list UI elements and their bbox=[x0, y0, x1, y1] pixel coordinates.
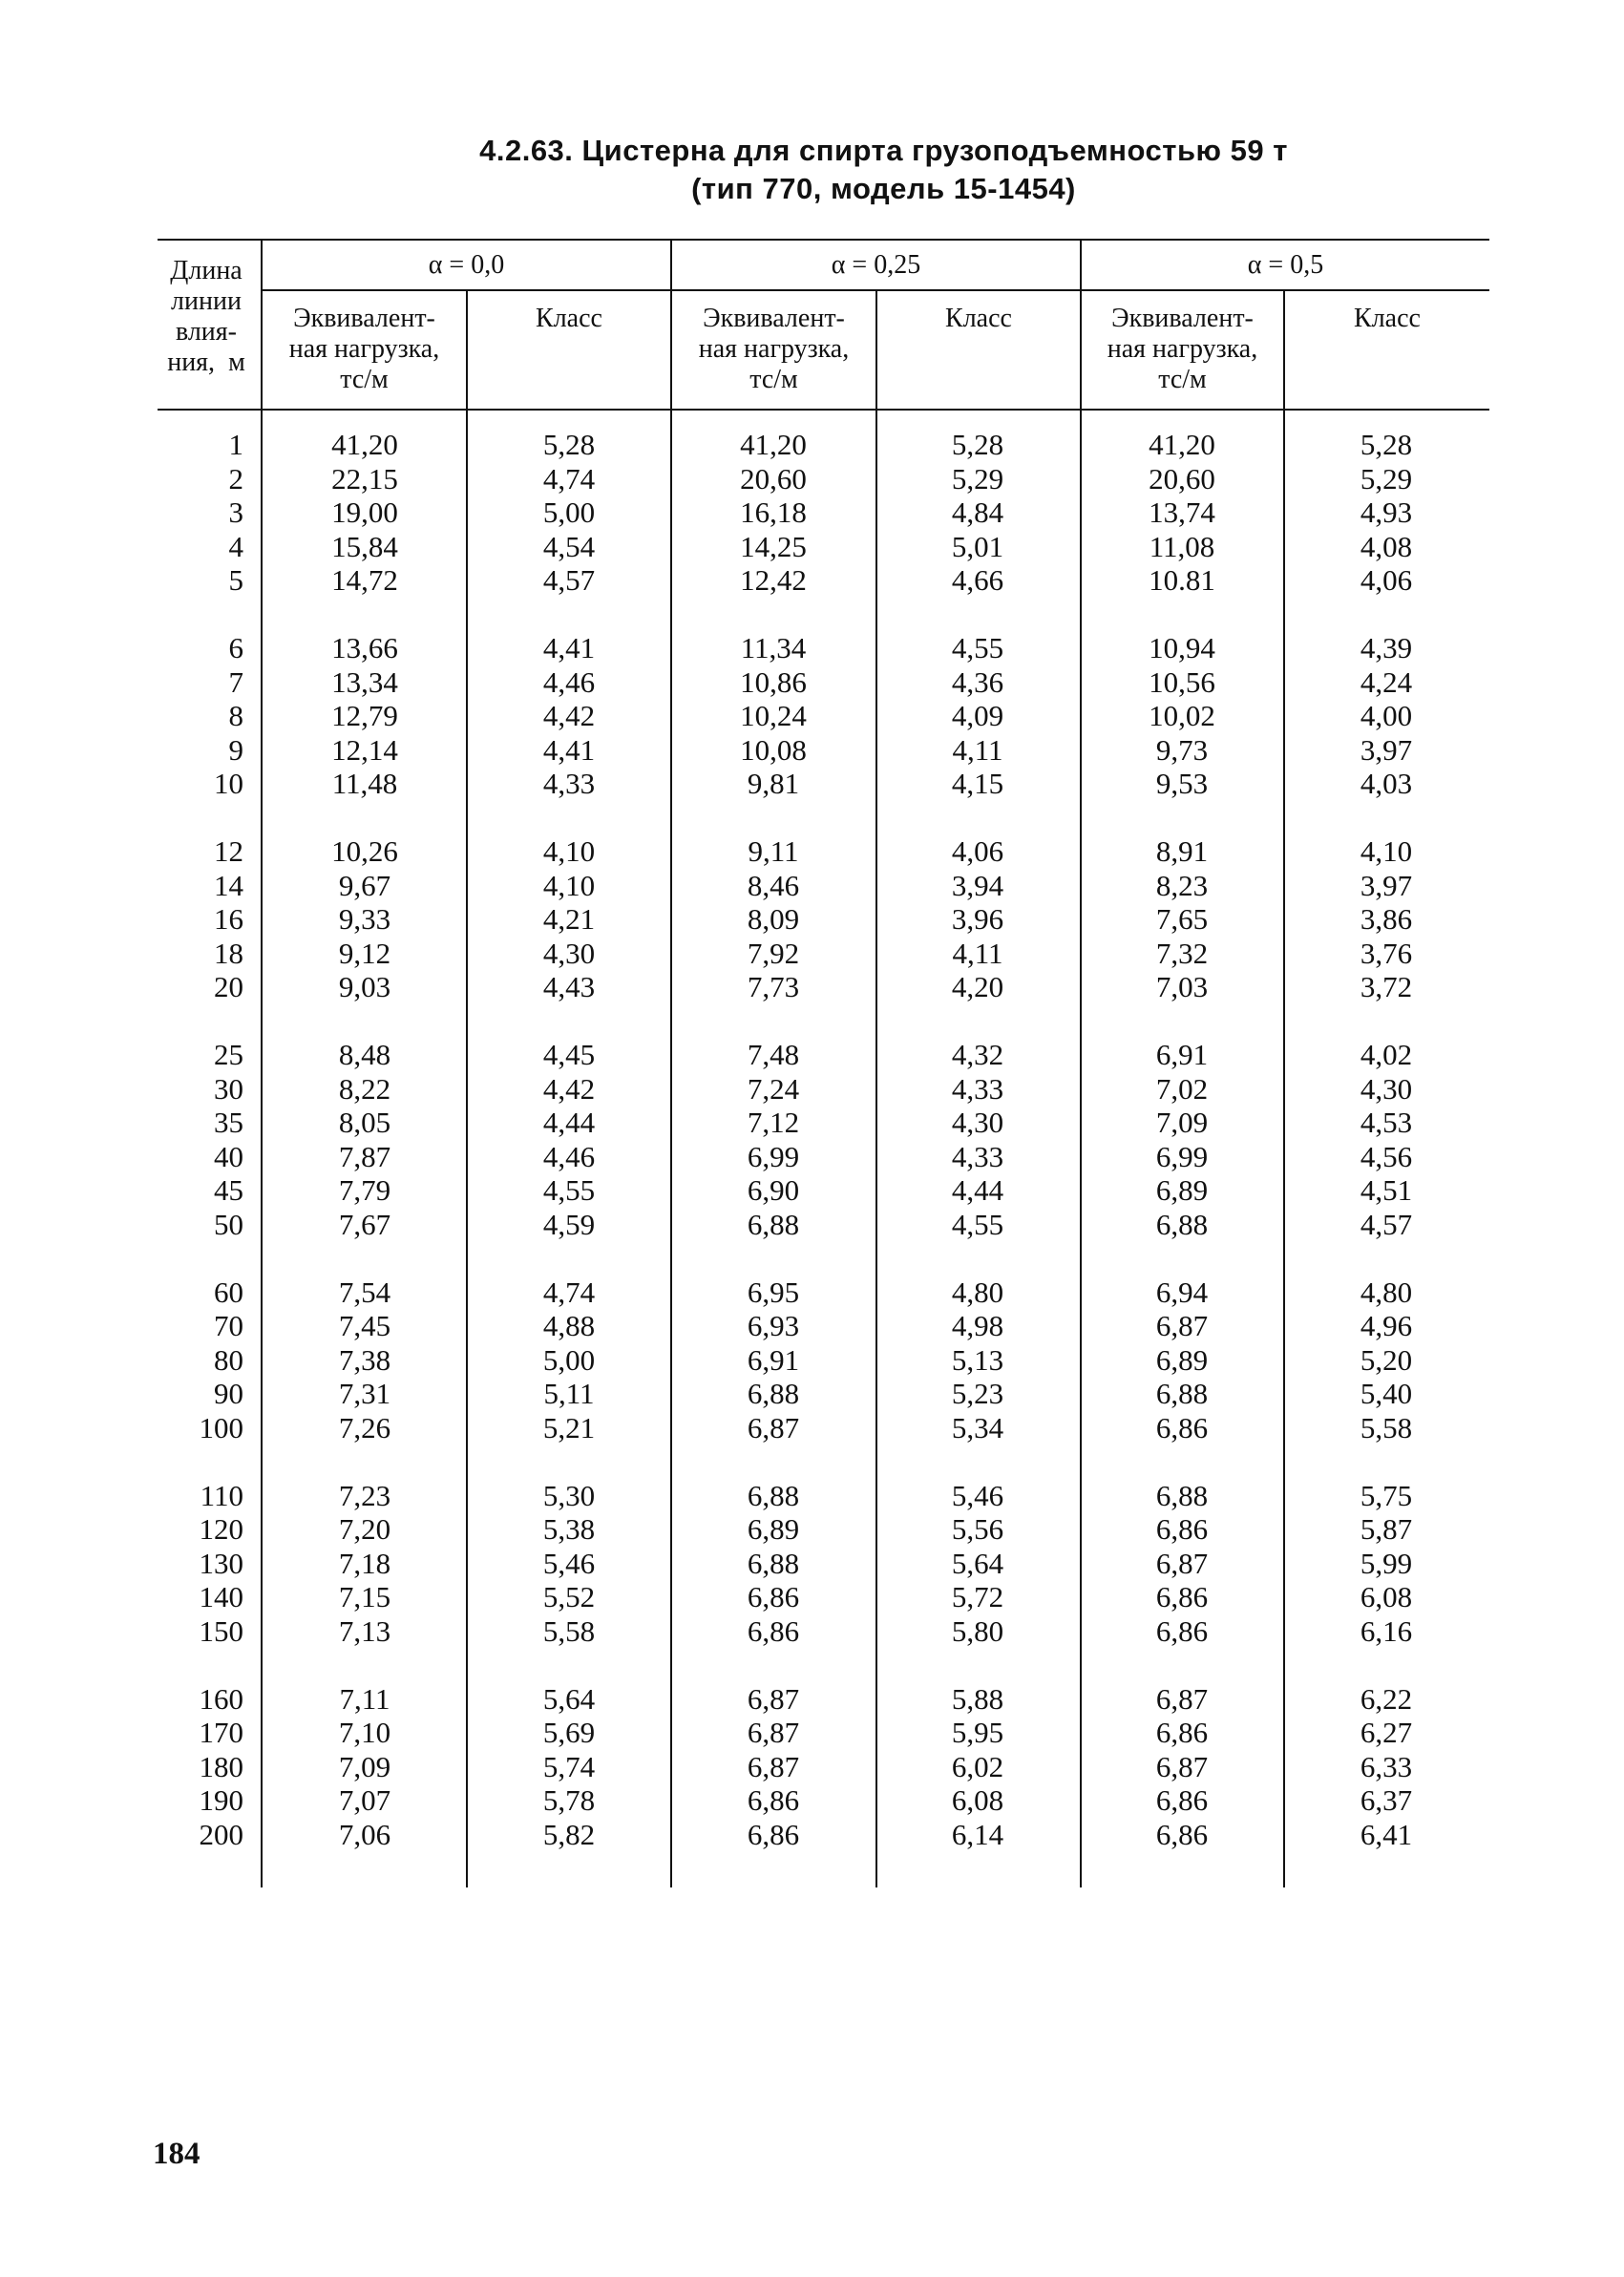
equivalent-load-value: 6,93 bbox=[747, 1309, 800, 1342]
length-value: 20 bbox=[214, 970, 243, 1003]
col-divider-a025 bbox=[670, 239, 672, 1887]
equivalent-load-value: 6,88 bbox=[1155, 1207, 1209, 1241]
class-value: 5,74 bbox=[542, 1749, 596, 1783]
class-value: 4,08 bbox=[1360, 529, 1413, 563]
equivalent-load-value: 13,66 bbox=[331, 631, 398, 664]
equivalent-load-value: 7,09 bbox=[338, 1749, 391, 1783]
class-value: 3,96 bbox=[951, 902, 1004, 936]
equivalent-load-value: 6,89 bbox=[1155, 1342, 1209, 1377]
equivalent-load-value: 7,24 bbox=[747, 1071, 800, 1106]
class-value: 5,52 bbox=[542, 1580, 596, 1613]
class-value: 5,29 bbox=[1360, 461, 1413, 495]
alpha-group-header: α = 0,5 bbox=[1247, 250, 1324, 280]
class-value: 6,37 bbox=[1360, 1783, 1413, 1817]
equivalent-load-value: 9,11 bbox=[748, 834, 799, 868]
equivalent-load-value: 6,87 bbox=[1155, 1681, 1209, 1716]
length-value: 16 bbox=[214, 902, 243, 936]
equivalent-load-value: 22,15 bbox=[331, 461, 398, 495]
length-value: 5 bbox=[228, 563, 243, 597]
equivalent-load-value: 6,88 bbox=[747, 1478, 800, 1512]
equivalent-load-value: 7,92 bbox=[747, 936, 800, 970]
equivalent-load-value: 7,06 bbox=[338, 1817, 391, 1851]
equivalent-load-value: 6,87 bbox=[747, 1410, 800, 1444]
length-value: 30 bbox=[214, 1071, 243, 1106]
length-value: 180 bbox=[199, 1749, 243, 1783]
equivalent-load-value: 6,87 bbox=[1155, 1749, 1209, 1783]
class-value: 6,22 bbox=[1360, 1681, 1413, 1716]
class-value: 4,02 bbox=[1360, 1038, 1413, 1071]
class-value: 4,30 bbox=[542, 936, 596, 970]
equivalent-load-value: 6,86 bbox=[1155, 1512, 1209, 1546]
class-value: 4,21 bbox=[542, 902, 596, 936]
page-title: 4.2.63. Цистерна для спирта грузоподъемностью 59 т bbox=[479, 134, 1288, 167]
length-value: 14 bbox=[214, 868, 243, 902]
class-value: 5,38 bbox=[542, 1512, 596, 1546]
class-value: 5,00 bbox=[542, 1342, 596, 1377]
class-value: 5,34 bbox=[951, 1410, 1004, 1444]
equivalent-load-value: 8,09 bbox=[747, 902, 800, 936]
equivalent-load-value: 6,88 bbox=[1155, 1377, 1209, 1410]
equivalent-load-value: 6,87 bbox=[747, 1716, 800, 1749]
class-value: 5,23 bbox=[951, 1377, 1004, 1410]
length-value: 140 bbox=[199, 1580, 243, 1613]
equivalent-load-value: 7,07 bbox=[338, 1783, 391, 1817]
equivalent-load-value: 7,13 bbox=[338, 1613, 391, 1648]
class-value: 4,57 bbox=[542, 563, 596, 597]
class-value: 5,80 bbox=[951, 1613, 1004, 1648]
load-label-line: ная нагрузка, bbox=[288, 334, 440, 364]
class-value: 6,33 bbox=[1360, 1749, 1413, 1783]
class-value: 5,64 bbox=[542, 1681, 596, 1716]
equivalent-load-value: 6,86 bbox=[1155, 1783, 1209, 1817]
class-value: 5,87 bbox=[1360, 1512, 1413, 1546]
length-label-line: влия- bbox=[175, 317, 237, 347]
equivalent-load-value: 6,88 bbox=[1155, 1478, 1209, 1512]
equivalent-load-value: 7,23 bbox=[338, 1478, 391, 1512]
length-value: 35 bbox=[214, 1106, 243, 1139]
equivalent-load-value: 16,18 bbox=[740, 495, 807, 529]
class-value: 6,14 bbox=[951, 1817, 1004, 1851]
class-value: 4,06 bbox=[951, 834, 1004, 868]
class-value: 5,72 bbox=[951, 1580, 1004, 1613]
class-value: 4,57 bbox=[1360, 1207, 1413, 1241]
class-value: 4,06 bbox=[1360, 563, 1413, 597]
equivalent-load-value: 7,11 bbox=[339, 1681, 390, 1716]
class-value: 4,11 bbox=[952, 936, 1003, 970]
length-value: 200 bbox=[199, 1817, 243, 1851]
page-number: 184 bbox=[153, 2137, 200, 2171]
equivalent-load-value: 6,87 bbox=[747, 1681, 800, 1716]
equivalent-load-value: 7,20 bbox=[338, 1512, 391, 1546]
equivalent-load-value: 7,10 bbox=[338, 1716, 391, 1749]
class-value: 4,56 bbox=[1360, 1139, 1413, 1173]
class-value: 3,76 bbox=[1360, 936, 1413, 970]
alpha-group-header: α = 0,0 bbox=[428, 250, 505, 280]
equivalent-load-value: 12,42 bbox=[740, 563, 807, 597]
equivalent-load-value: 12,79 bbox=[331, 699, 398, 732]
load-label-line: тс/м bbox=[749, 365, 798, 394]
class-value: 4,45 bbox=[542, 1038, 596, 1071]
class-value: 4,54 bbox=[542, 529, 596, 563]
class-value: 4,98 bbox=[951, 1309, 1004, 1342]
equivalent-load-value: 6,88 bbox=[747, 1207, 800, 1241]
class-value: 5,56 bbox=[951, 1512, 1004, 1546]
length-value: 4 bbox=[228, 529, 243, 563]
length-value: 80 bbox=[214, 1342, 243, 1377]
length-value: 2 bbox=[228, 461, 243, 495]
class-value: 4,53 bbox=[1360, 1106, 1413, 1139]
equivalent-load-value: 9,53 bbox=[1155, 767, 1209, 800]
class-value: 4,41 bbox=[542, 631, 596, 664]
class-value: 4,44 bbox=[542, 1106, 596, 1139]
equivalent-load-value: 41,20 bbox=[331, 428, 398, 461]
equivalent-load-value: 20,60 bbox=[740, 461, 807, 495]
equivalent-load-value: 7,38 bbox=[338, 1342, 391, 1377]
class-value: 5,95 bbox=[951, 1716, 1004, 1749]
class-value: 5,28 bbox=[951, 428, 1004, 461]
equivalent-load-value: 14,25 bbox=[740, 529, 807, 563]
class-value: 5,58 bbox=[542, 1613, 596, 1648]
length-value: 150 bbox=[199, 1613, 243, 1648]
equivalent-load-value: 13,74 bbox=[1149, 495, 1215, 529]
equivalent-load-value: 9,12 bbox=[338, 936, 391, 970]
class-value: 5,99 bbox=[1360, 1546, 1413, 1580]
class-value: 4,59 bbox=[542, 1207, 596, 1241]
equivalent-load-value: 8,48 bbox=[338, 1038, 391, 1071]
equivalent-load-value: 6,86 bbox=[747, 1783, 800, 1817]
class-value: 5,69 bbox=[542, 1716, 596, 1749]
load-label-line: Эквивалент- bbox=[1111, 304, 1254, 333]
length-value: 25 bbox=[214, 1038, 243, 1071]
class-value: 4,10 bbox=[542, 834, 596, 868]
load-label-line: Эквивалент- bbox=[703, 304, 845, 333]
class-value: 4,03 bbox=[1360, 767, 1413, 800]
class-value: 5,13 bbox=[951, 1342, 1004, 1377]
length-value: 130 bbox=[199, 1546, 243, 1580]
class-value: 4,66 bbox=[951, 563, 1004, 597]
class-value: 4,00 bbox=[1360, 699, 1413, 732]
class-value: 4,55 bbox=[951, 631, 1004, 664]
class-value: 5,46 bbox=[951, 1478, 1004, 1512]
class-value: 5,78 bbox=[542, 1783, 596, 1817]
col-divider-a025-mid bbox=[875, 289, 877, 1887]
equivalent-load-value: 11,34 bbox=[740, 631, 807, 664]
length-unit: м bbox=[228, 348, 245, 377]
class-value: 4,55 bbox=[951, 1207, 1004, 1241]
class-value: 5,28 bbox=[542, 428, 596, 461]
col-divider-a05-mid bbox=[1283, 289, 1285, 1887]
load-label-line: ная нагрузка, bbox=[1107, 334, 1258, 364]
class-value: 5,21 bbox=[542, 1410, 596, 1444]
class-value: 4,33 bbox=[951, 1139, 1004, 1173]
equivalent-load-value: 6,86 bbox=[747, 1580, 800, 1613]
equivalent-load-value: 6,86 bbox=[747, 1817, 800, 1851]
class-value: 4,93 bbox=[1360, 495, 1413, 529]
equivalent-load-value: 10,56 bbox=[1149, 664, 1215, 699]
equivalent-load-value: 7,18 bbox=[338, 1546, 391, 1580]
equivalent-load-value: 9,67 bbox=[338, 868, 391, 902]
equivalent-load-value: 7,65 bbox=[1155, 902, 1209, 936]
equivalent-load-value: 6,86 bbox=[1155, 1817, 1209, 1851]
class-value: 5,20 bbox=[1360, 1342, 1413, 1377]
equivalent-load-value: 7,15 bbox=[338, 1580, 391, 1613]
equivalent-load-value: 6,86 bbox=[747, 1613, 800, 1648]
equivalent-load-value: 19,00 bbox=[331, 495, 398, 529]
length-value: 170 bbox=[199, 1716, 243, 1749]
equivalent-load-value: 10.81 bbox=[1149, 563, 1215, 597]
class-value: 3,94 bbox=[951, 868, 1004, 902]
class-value: 5,58 bbox=[1360, 1410, 1413, 1444]
equivalent-load-value: 6,89 bbox=[747, 1512, 800, 1546]
class-header: Класс bbox=[1354, 304, 1421, 333]
equivalent-load-value: 7,32 bbox=[1155, 936, 1209, 970]
class-value: 5,30 bbox=[542, 1478, 596, 1512]
equivalent-load-value: 10,86 bbox=[740, 664, 807, 699]
equivalent-load-value: 6,89 bbox=[1155, 1173, 1209, 1207]
class-header: Класс bbox=[945, 304, 1012, 333]
equivalent-load-value: 9,81 bbox=[747, 767, 800, 800]
length-value: 70 bbox=[214, 1309, 243, 1342]
equivalent-load-value: 7,54 bbox=[338, 1275, 391, 1309]
class-value: 4,74 bbox=[542, 461, 596, 495]
equivalent-load-value: 6,86 bbox=[1155, 1580, 1209, 1613]
length-label-line bbox=[153, 348, 260, 378]
class-value: 4,10 bbox=[542, 868, 596, 902]
class-value: 4,74 bbox=[542, 1275, 596, 1309]
equivalent-load-value: 41,20 bbox=[1149, 428, 1215, 461]
equivalent-load-value: 6,88 bbox=[747, 1546, 800, 1580]
class-value: 3,97 bbox=[1360, 868, 1413, 902]
class-value: 4,88 bbox=[542, 1309, 596, 1342]
equivalent-load-value: 8,22 bbox=[338, 1071, 391, 1106]
table-top-rule bbox=[158, 239, 1489, 241]
class-value: 6,16 bbox=[1360, 1613, 1413, 1648]
equivalent-load-value: 8,05 bbox=[338, 1106, 391, 1139]
length-value: 120 bbox=[199, 1512, 243, 1546]
class-value: 4,20 bbox=[951, 970, 1004, 1003]
class-value: 3,86 bbox=[1360, 902, 1413, 936]
class-value: 4,30 bbox=[1360, 1071, 1413, 1106]
class-value: 4,30 bbox=[951, 1106, 1004, 1139]
page-subtitle: (тип 770, модель 15-1454) bbox=[691, 172, 1076, 205]
equivalent-load-value: 6,99 bbox=[747, 1139, 800, 1173]
equivalent-load-value: 7,09 bbox=[1155, 1106, 1209, 1139]
equivalent-load-value: 6,88 bbox=[747, 1377, 800, 1410]
class-value: 4,33 bbox=[951, 1071, 1004, 1106]
col-divider-length bbox=[261, 239, 263, 1887]
equivalent-load-value: 6,86 bbox=[1155, 1716, 1209, 1749]
class-value: 5,46 bbox=[542, 1546, 596, 1580]
class-value: 5,64 bbox=[951, 1546, 1004, 1580]
equivalent-load-value: 20,60 bbox=[1149, 461, 1215, 495]
class-value: 4,41 bbox=[542, 732, 596, 767]
class-value: 6,08 bbox=[1360, 1580, 1413, 1613]
equivalent-load-value: 10,26 bbox=[331, 834, 398, 868]
class-value: 4,15 bbox=[951, 767, 1004, 800]
length-value: 8 bbox=[228, 699, 243, 732]
load-header bbox=[263, 304, 466, 395]
equivalent-load-value: 9,33 bbox=[338, 902, 391, 936]
equivalent-load-value: 10,94 bbox=[1149, 631, 1215, 664]
class-value: 3,97 bbox=[1360, 732, 1413, 767]
load-header bbox=[672, 304, 875, 395]
equivalent-load-value: 6,91 bbox=[747, 1342, 800, 1377]
length-value: 9 bbox=[228, 732, 243, 767]
class-value: 4,43 bbox=[542, 970, 596, 1003]
equivalent-load-value: 10,24 bbox=[740, 699, 807, 732]
equivalent-load-value: 6,95 bbox=[747, 1275, 800, 1309]
class-value: 6,02 bbox=[951, 1749, 1004, 1783]
equivalent-load-value: 6,91 bbox=[1155, 1038, 1209, 1071]
length-value: 110 bbox=[200, 1478, 243, 1512]
length-value: 12 bbox=[214, 834, 243, 868]
load-header bbox=[1082, 304, 1283, 395]
class-value: 4,84 bbox=[951, 495, 1004, 529]
class-value: 4,09 bbox=[951, 699, 1004, 732]
length-value: 7 bbox=[228, 664, 243, 699]
equivalent-load-value: 6,99 bbox=[1155, 1139, 1209, 1173]
class-value: 4,33 bbox=[542, 767, 596, 800]
length-value: 40 bbox=[214, 1139, 243, 1173]
equivalent-load-value: 7,12 bbox=[747, 1106, 800, 1139]
equivalent-load-value: 41,20 bbox=[740, 428, 807, 461]
length-value: 100 bbox=[199, 1410, 243, 1444]
length-header bbox=[153, 256, 260, 378]
class-value: 4,42 bbox=[542, 1071, 596, 1106]
class-value: 4,55 bbox=[542, 1173, 596, 1207]
equivalent-load-value: 6,86 bbox=[1155, 1410, 1209, 1444]
equivalent-load-value: 12,14 bbox=[331, 732, 398, 767]
length-value: 18 bbox=[214, 936, 243, 970]
alpha-group-header: α = 0,25 bbox=[831, 250, 921, 280]
class-value: 5,82 bbox=[542, 1817, 596, 1851]
equivalent-load-value: 6,87 bbox=[1155, 1309, 1209, 1342]
class-value: 4,36 bbox=[951, 664, 1004, 699]
equivalent-load-value: 6,90 bbox=[747, 1173, 800, 1207]
class-value: 4,11 bbox=[952, 732, 1003, 767]
class-value: 5,11 bbox=[543, 1377, 595, 1410]
equivalent-load-value: 7,31 bbox=[338, 1377, 391, 1410]
length-value: 1 bbox=[228, 428, 243, 461]
length-value: 60 bbox=[214, 1275, 243, 1309]
class-value: 4,96 bbox=[1360, 1309, 1413, 1342]
class-value: 6,27 bbox=[1360, 1716, 1413, 1749]
equivalent-load-value: 6,87 bbox=[747, 1749, 800, 1783]
load-label-line: тс/м bbox=[340, 365, 389, 394]
class-value: 4,51 bbox=[1360, 1173, 1413, 1207]
equivalent-load-value: 7,67 bbox=[338, 1207, 391, 1241]
length-value: 50 bbox=[214, 1207, 243, 1241]
class-header: Класс bbox=[536, 304, 602, 333]
length-label-line: Длина bbox=[170, 256, 243, 285]
class-value: 5,29 bbox=[951, 461, 1004, 495]
class-value: 5,88 bbox=[951, 1681, 1004, 1716]
length-value: 160 bbox=[199, 1681, 243, 1716]
equivalent-load-value: 7,73 bbox=[747, 970, 800, 1003]
class-value: 6,41 bbox=[1360, 1817, 1413, 1851]
equivalent-load-value: 8,46 bbox=[747, 868, 800, 902]
class-value: 5,28 bbox=[1360, 428, 1413, 461]
equivalent-load-value: 13,34 bbox=[331, 664, 398, 699]
class-value: 4,80 bbox=[951, 1275, 1004, 1309]
equivalent-load-value: 10,08 bbox=[740, 732, 807, 767]
equivalent-load-value: 7,48 bbox=[747, 1038, 800, 1071]
equivalent-load-value: 11,08 bbox=[1149, 529, 1215, 563]
header-bottom-rule bbox=[158, 409, 1489, 411]
equivalent-load-value: 8,23 bbox=[1155, 868, 1209, 902]
length-value: 10 bbox=[214, 767, 243, 800]
class-value: 5,01 bbox=[951, 529, 1004, 563]
length-value: 3 bbox=[228, 495, 243, 529]
load-label-line: ная нагрузка, bbox=[698, 334, 850, 364]
class-value: 4,46 bbox=[542, 664, 596, 699]
load-label-line: тс/м bbox=[1158, 365, 1207, 394]
length-value: 90 bbox=[214, 1377, 243, 1410]
class-value: 4,39 bbox=[1360, 631, 1413, 664]
load-label-line: Эквивалент- bbox=[293, 304, 435, 333]
equivalent-load-value: 6,87 bbox=[1155, 1546, 1209, 1580]
class-value: 4,10 bbox=[1360, 834, 1413, 868]
class-value: 4,32 bbox=[951, 1038, 1004, 1071]
class-value: 4,80 bbox=[1360, 1275, 1413, 1309]
class-value: 4,24 bbox=[1360, 664, 1413, 699]
equivalent-load-value: 7,87 bbox=[338, 1139, 391, 1173]
equivalent-load-value: 7,26 bbox=[338, 1410, 391, 1444]
length-label-line: ния, bbox=[167, 348, 216, 377]
equivalent-load-value: 6,94 bbox=[1155, 1275, 1209, 1309]
equivalent-load-value: 7,45 bbox=[338, 1309, 391, 1342]
class-value: 6,08 bbox=[951, 1783, 1004, 1817]
col-divider-a0-mid bbox=[466, 289, 468, 1887]
equivalent-load-value: 9,73 bbox=[1155, 732, 1209, 767]
equivalent-load-value: 7,02 bbox=[1155, 1071, 1209, 1106]
class-value: 5,00 bbox=[542, 495, 596, 529]
equivalent-load-value: 7,03 bbox=[1155, 970, 1209, 1003]
length-label-line: линии bbox=[171, 286, 242, 316]
length-value: 6 bbox=[228, 631, 243, 664]
class-value: 4,42 bbox=[542, 699, 596, 732]
length-value: 190 bbox=[199, 1783, 243, 1817]
class-value: 3,72 bbox=[1360, 970, 1413, 1003]
class-value: 5,40 bbox=[1360, 1377, 1413, 1410]
equivalent-load-value: 8,91 bbox=[1155, 834, 1209, 868]
class-value: 4,46 bbox=[542, 1139, 596, 1173]
equivalent-load-value: 7,79 bbox=[338, 1173, 391, 1207]
equivalent-load-value: 6,86 bbox=[1155, 1613, 1209, 1648]
equivalent-load-value: 11,48 bbox=[331, 767, 398, 800]
col-divider-a05 bbox=[1080, 239, 1082, 1887]
length-value: 45 bbox=[214, 1173, 243, 1207]
equivalent-load-value: 9,03 bbox=[338, 970, 391, 1003]
class-value: 4,44 bbox=[951, 1173, 1004, 1207]
equivalent-load-value: 10,02 bbox=[1149, 699, 1215, 732]
equivalent-load-value: 15,84 bbox=[331, 529, 398, 563]
class-value: 5,75 bbox=[1360, 1478, 1413, 1512]
equivalent-load-value: 14,72 bbox=[331, 563, 398, 597]
